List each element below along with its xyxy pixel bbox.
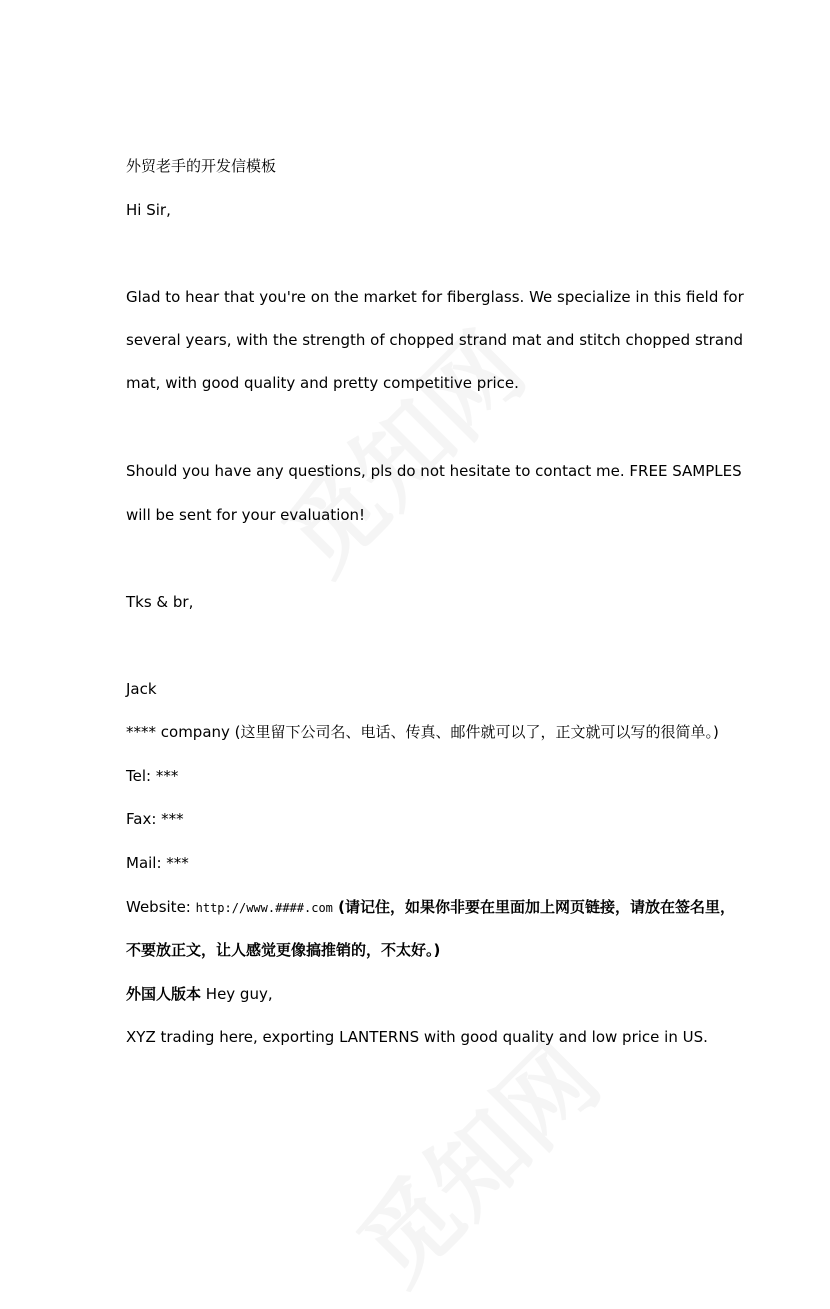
website-note: (请记住，如果你非要在里面加上网页链接，请放在签名里， — [332, 898, 735, 916]
paragraph-line: Should you have any questions, pls do not hesitate to contact me. FREE SAMPLES — [126, 462, 742, 480]
foreign-version-heading — [126, 984, 273, 1004]
website-url[interactable]: http://www.####.com — [195, 901, 333, 915]
website-note-continued: 不要放正文，让人感觉更像搞推销的，不太好。) — [126, 941, 441, 959]
website-label: Website: — [126, 898, 196, 916]
document-title: 外贸老手的开发信模板 — [126, 157, 277, 175]
foreign-version-label: 外国人版本 — [126, 985, 202, 1003]
signature-fax: Fax: *** — [126, 810, 184, 828]
paragraph-line: will be sent for your evaluation! — [126, 506, 366, 524]
foreign-version-greeting: Hey guy, — [201, 985, 273, 1003]
greeting: Hi Sir, — [126, 201, 171, 219]
foreign-version-body: XYZ trading here, exporting LANTERNS with good quality and low price in US. — [126, 1028, 708, 1046]
closing: Tks & br, — [126, 593, 194, 611]
signature-company: **** company (这里留下公司名、电话、传真、邮件就可以了，正文就可以写的很简单。) — [126, 723, 719, 741]
signature-website — [126, 897, 735, 918]
paragraph-line: several years, with the strength of chopped strand mat and stitch chopped strand — [126, 331, 744, 349]
paragraph-line: mat, with good quality and pretty competitive price. — [126, 374, 519, 392]
signature-name: Jack — [126, 680, 157, 698]
signature-mail: Mail: *** — [126, 854, 189, 872]
signature-tel: Tel: *** — [126, 767, 179, 785]
paragraph-line: Glad to hear that you're on the market for fiberglass. We specialize in this field for — [126, 288, 744, 306]
watermark — [324, 1008, 625, 1309]
